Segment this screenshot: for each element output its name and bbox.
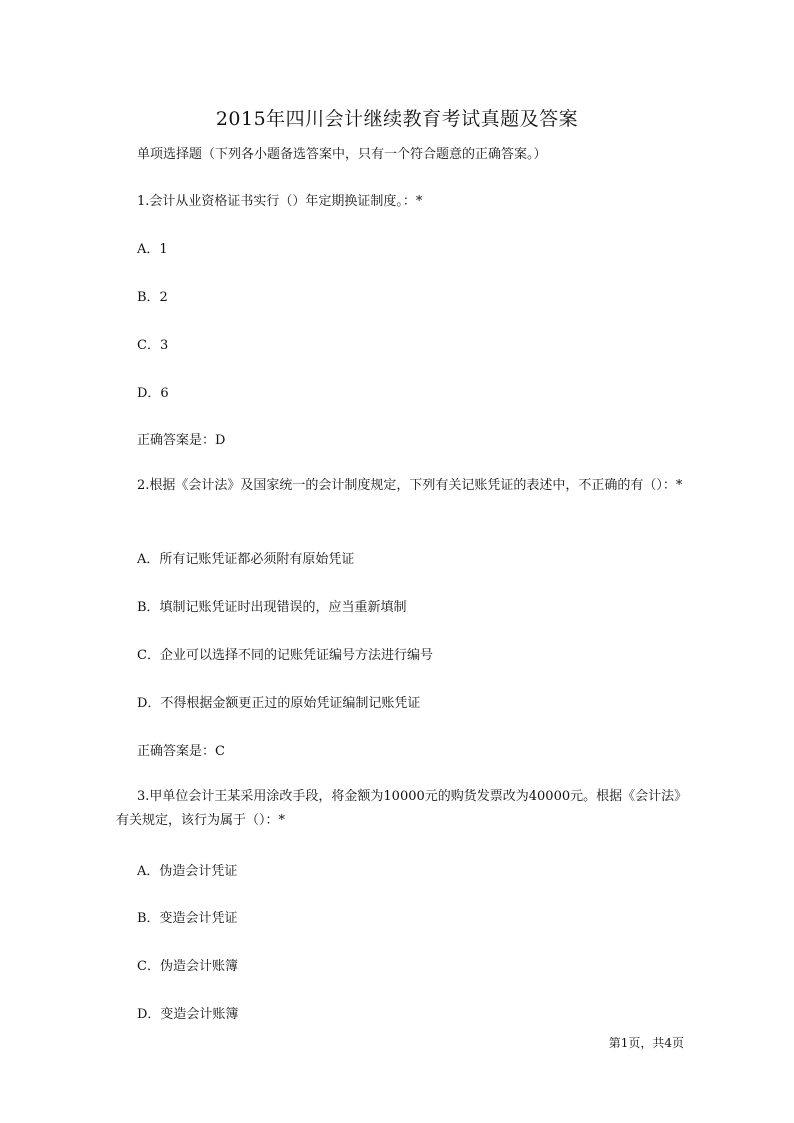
question-2-option-c: C．企业可以选择不同的记账凭证编号方法进行编号	[137, 648, 433, 663]
page-title: 2015年四川会计继续教育考试真题及答案	[215, 108, 579, 130]
question-2-text: 2.根据《会计法》及国家统一的会计制度规定，下列有关记账凭证的表述中，不正确的有（）：*	[137, 478, 683, 493]
question-1-answer: 正确答案是：D	[137, 433, 226, 448]
question-2-answer: 正确答案是：C	[137, 744, 225, 759]
question-2-option-b: B．填制记账凭证时出现错误的，应当重新填制	[137, 600, 407, 615]
question-1-option-d: D．6	[137, 386, 169, 401]
question-1-option-b: B．2	[137, 290, 168, 305]
question-3-option-c: C．伪造会计账簿	[137, 959, 238, 974]
question-3-text: 3.甲单位会计王某采用涂改手段，将金额为10000元的购货发票改为40000元。根据《会计法》有关规定，该行为属于（）：*	[116, 789, 681, 828]
question-2-option-a: A．所有记账凭证都必须附有原始凭证	[137, 552, 355, 567]
instruction-text: 单项选择题（下列各小题备选答案中，只有一个符合题意的正确答案。）	[137, 147, 547, 162]
question-1-option-c: C．3	[137, 338, 169, 353]
question-2-option-d: D．不得根据金额更正过的原始凭证编制记账凭证	[137, 696, 421, 711]
question-3-option-a: A．伪造会计凭证	[137, 864, 238, 879]
question-3-option-b: B．变造会计凭证	[137, 911, 238, 926]
question-1-option-a: A．1	[137, 242, 168, 257]
question-1-text: 1.会计从业资格证书实行（）年定期换证制度。：*	[137, 194, 423, 209]
page-number-footer: 第1页，共4页	[608, 1036, 684, 1050]
question-3-option-d: D．变造会计账簿	[137, 1007, 239, 1022]
